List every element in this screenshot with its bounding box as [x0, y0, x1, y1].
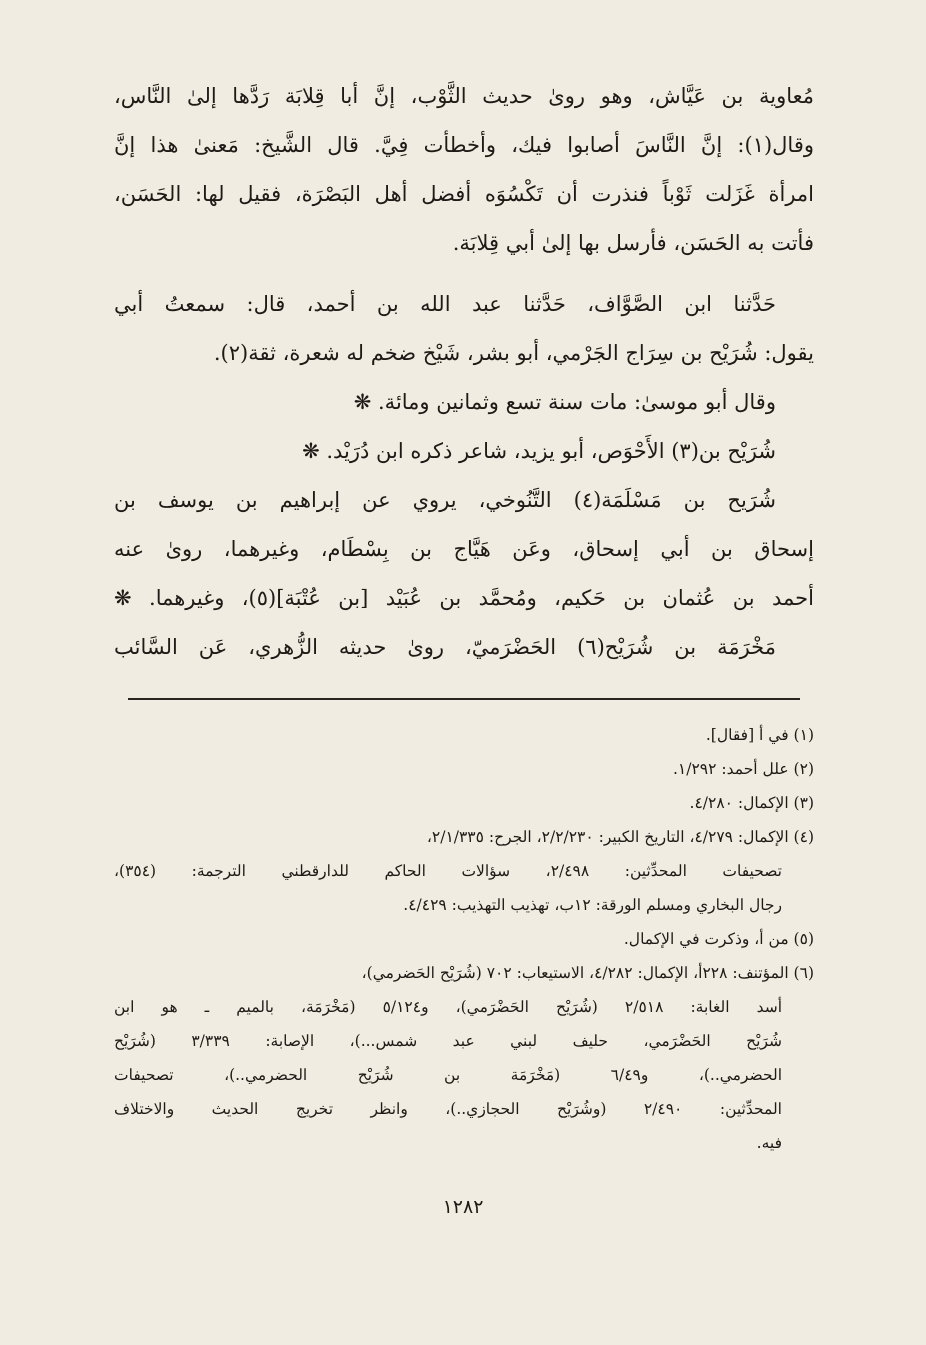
footnote-1: [114, 718, 814, 752]
footnote-line: المحدِّثين: ٢/٤٩٠ (وشُرَيْح الحجازي..)، وانظر تخريج الحديث والاختلاف: [114, 1100, 782, 1118]
footnote-line: (٣) الإكمال: ٤/٢٨٠.: [689, 794, 814, 812]
paragraph: [114, 378, 814, 427]
footnote-3: [114, 786, 814, 820]
footnote-line: شُرَيْح الحَضْرَمي، حليف لبني عبد شمس...)، الإصابة: ٣/٣٣٩ (شُرَيْح: [114, 1032, 782, 1050]
footnote-line: رجال البخاري ومسلم الورقة: ١٢ب، تهذيب التهذيب: ٤/٤٢٩.: [403, 896, 782, 914]
paragraph: [114, 72, 814, 268]
footnote-2: [114, 752, 814, 786]
text-line: مَخْرَمَة بن شُرَيْح(٦) الحَضْرَميّ، روىٰ حديثه الزُّهري، عَن السَّائب: [114, 635, 776, 659]
paragraph: [114, 280, 814, 378]
footnote-line: تصحيفات المحدِّثين: ٢/٤٩٨، سؤالات الحاكم للدارقطني الترجمة: (٣٥٤)،: [114, 862, 782, 880]
text-line: أحمد بن عُثمان بن حَكيم، ومُحمَّد بن عُبَيْد [بن عُتْبَة](٥)، وغيرهما. ❋: [114, 586, 814, 610]
text-line: إسحاق بن أبي إسحاق، وعَن هَيَّاج بن بِسْطَام، وغيرهما، روىٰ عنه: [114, 537, 814, 561]
footnote-line: (٥) من أ، وذكرت في الإكمال.: [623, 930, 814, 948]
text-line: شُرَيْح بن(٣) الأَحْوَص، أبو يزيد، شاعر ذكره ابن دُرَيْد. ❋: [302, 439, 776, 463]
footnote-line: (١) في أ [فقال].: [705, 726, 814, 744]
footnote-line: (٢) علل أحمد: ١/٢٩٢.: [672, 760, 814, 778]
footnotes: [114, 718, 814, 1160]
footnote-divider: [128, 698, 800, 700]
footnote-line: الحضرمي..)، و٦/٤٩ (مَخْرَمَة بن شُرَيْح الحضرمي..)، تصحيفات: [114, 1066, 782, 1084]
text-line: مُعاوية بن عَيَّاش، وهو روىٰ حديث الثَّوْب، إنَّ أبا قِلابَة رَدَّها إلىٰ النَّاس،: [114, 84, 814, 108]
footnote-4: [114, 820, 814, 922]
footnote-line: (٦) المؤتنف: ٢٢٨أ، الإكمال: ٤/٢٨٢، الاستيعاب: ٧٠٢ (شُرَيْح الحَضرمي)،: [361, 964, 814, 982]
text-line: وقال أبو موسىٰ: مات سنة تسع وثمانين ومائة. ❋: [353, 390, 776, 414]
text-line: وقال(١): إنَّ النَّاسَ أصابوا فيك، وأخطأت فِيَّ. قال الشَّيخ: مَعنىٰ هذا إنَّ: [114, 133, 814, 157]
text-line: امرأة غَزَلت ثَوْباً فنذرت أن تَكْسُوَه أفضل أهل البَصْرَة، فقيل لها: الحَسَن،: [114, 182, 814, 206]
footnote-line: فيه.: [756, 1134, 782, 1152]
footnote-line: أسد الغابة: ٢/٥١٨ (شُرَيْح الحَضْرَمي)، و٥/١٢٤ (مَخْرَمَة، بالميم ـ هو ابن: [114, 998, 782, 1016]
footnote-line: (٤) الإكمال: ٤/٢٧٩، التاريخ الكبير: ٢/٢/٢٣٠، الجرح: ٢/١/٣٣٥،: [426, 828, 814, 846]
paragraph: [114, 476, 814, 623]
paragraph-gap: [114, 268, 814, 280]
footnote-6: [114, 956, 814, 1160]
text-line: شُرَيح بن مَسْلَمَة(٤) التَّنُوخي، يروي عن إبراهيم بن يوسف بن: [114, 488, 777, 512]
page-number: ١٢٨٢: [442, 1196, 484, 1218]
text-line: فأتت به الحَسَن، فأرسل بها إلىٰ أبي قِلابَة.: [452, 231, 814, 255]
text-line: يقول: شُرَيْح بن سِرَاج الجَرْمي، أبو بشر، شَيْخ ضخم له شعرة، ثقة(٢).: [213, 341, 814, 365]
paragraph: [114, 427, 814, 476]
paragraph: [114, 623, 814, 672]
text-line: حَدَّثنا ابن الصَّوَّاف، حَدَّثنا عبد الله بن أحمد، قال: سمعتُ أبي: [114, 292, 776, 316]
main-text: [114, 72, 814, 672]
footnote-5: [114, 922, 814, 956]
